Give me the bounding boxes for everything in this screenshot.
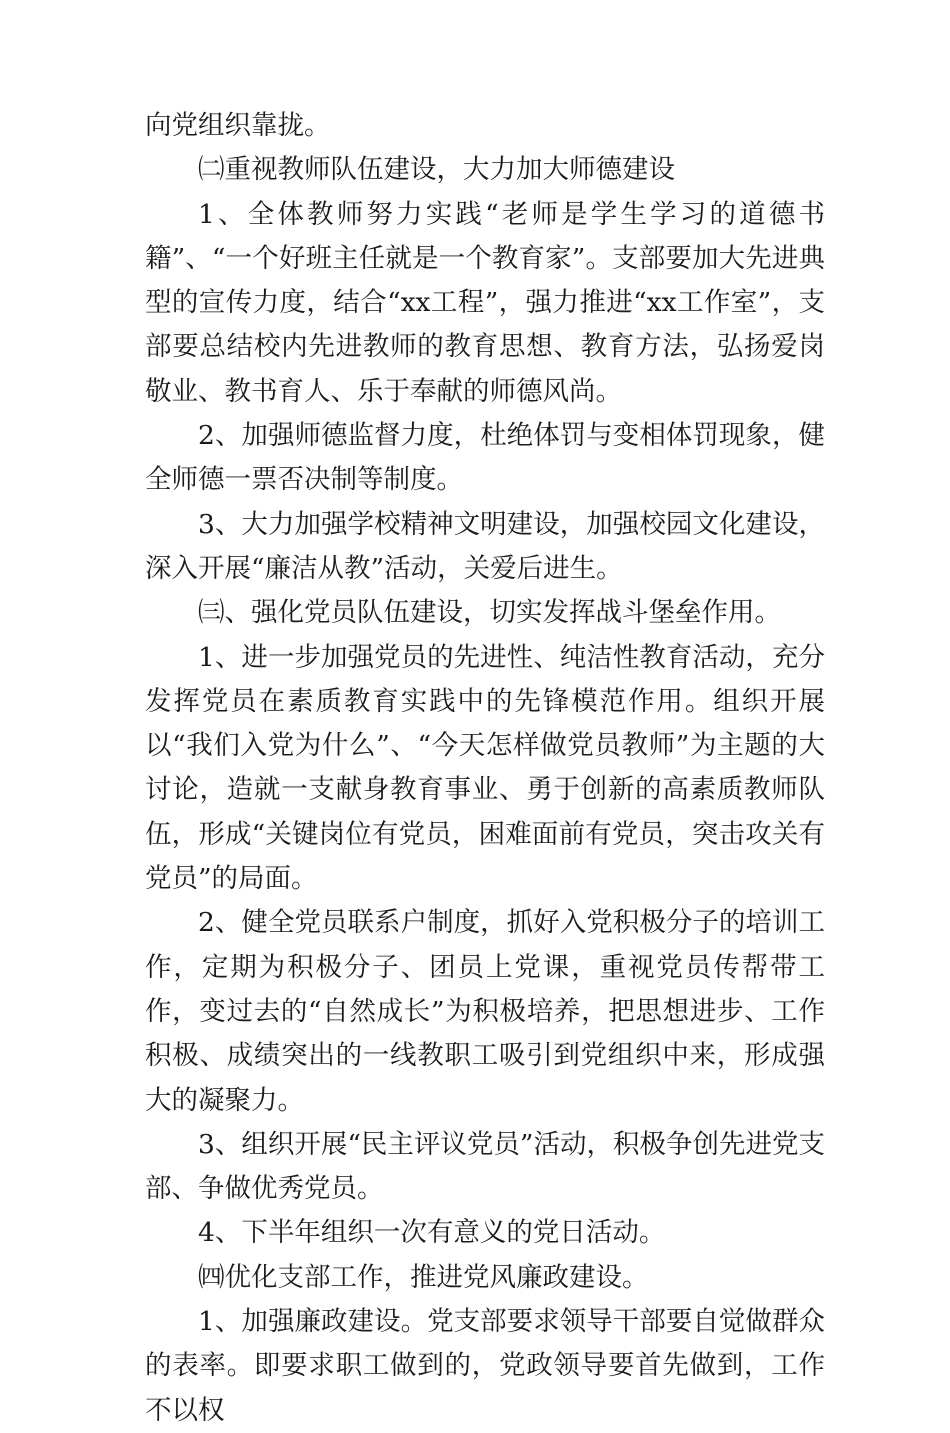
paragraph: 1、进一步加强党员的先进性、纯洁性教育活动，充分发挥党员在素质教育实践中的先锋模范作用。组织开展以“我们入党为什么”、“今天怎样做党员教师”为主题的大讨论，造就一支献身教育事业、勇于创新的高素质教师队伍，形成“关键岗位有党员，困难面前有党员，突击攻关有党员”的局面。 bbox=[145, 641, 825, 895]
paragraph: 向党组织靠拢。 bbox=[145, 110, 331, 141]
paragraph: 3、组织开展“民主评议党员”活动，积极争创先进党支部、争做优秀党员。 bbox=[145, 1128, 825, 1205]
paragraph: 1、全体教师努力实践“老师是学生学习的道德书籍”、“一个好班主任就是一个教育家”。支部要加大先进典型的宣传力度，结合“xx工程”，强力推进“xx工作室”，支部要总结校内先进教师的教育思想、教育方法，弘扬爱岗敬业、教书育人、乐于奉献的师德风尚。 bbox=[145, 198, 825, 407]
paragraph: 1、加强廉政建设。党支部要求领导干部要自觉做群众的表率。即要求职工做到的，党政领导要首先做到，工作不以权 bbox=[145, 1306, 825, 1426]
paragraph: 4、下半年组织一次有意义的党日活动。 bbox=[198, 1217, 666, 1249]
paragraph: 3、大力加强学校精神文明建设，加强校园文化建设，深入开展“廉洁从教”活动，关爱后进生。 bbox=[145, 508, 825, 584]
section-heading: ㈣优化支部工作，推进党风廉政建设。 bbox=[198, 1261, 649, 1293]
paragraph: 2、加强师德监督力度，杜绝体罚与变相体罚现象，健全师德一票否决制等制度。 bbox=[145, 420, 825, 496]
document-page bbox=[145, 104, 825, 1433]
section-heading: ㈡重视教师队伍建设，大力加大师德建设 bbox=[198, 154, 675, 186]
section-heading: ㈢、强化党员队伍建设，切实发挥战斗堡垒作用。 bbox=[198, 597, 781, 629]
paragraph: 2、健全党员联系户制度，抓好入党积极分子的培训工作，定期为积极分子、团员上党课，重视党员传帮带工作，变过去的“自然成长”为积极培养，把思想进步、工作积极、成绩突出的一线教职工吸引到党组织中来，形成强大的凝聚力。 bbox=[145, 907, 825, 1116]
